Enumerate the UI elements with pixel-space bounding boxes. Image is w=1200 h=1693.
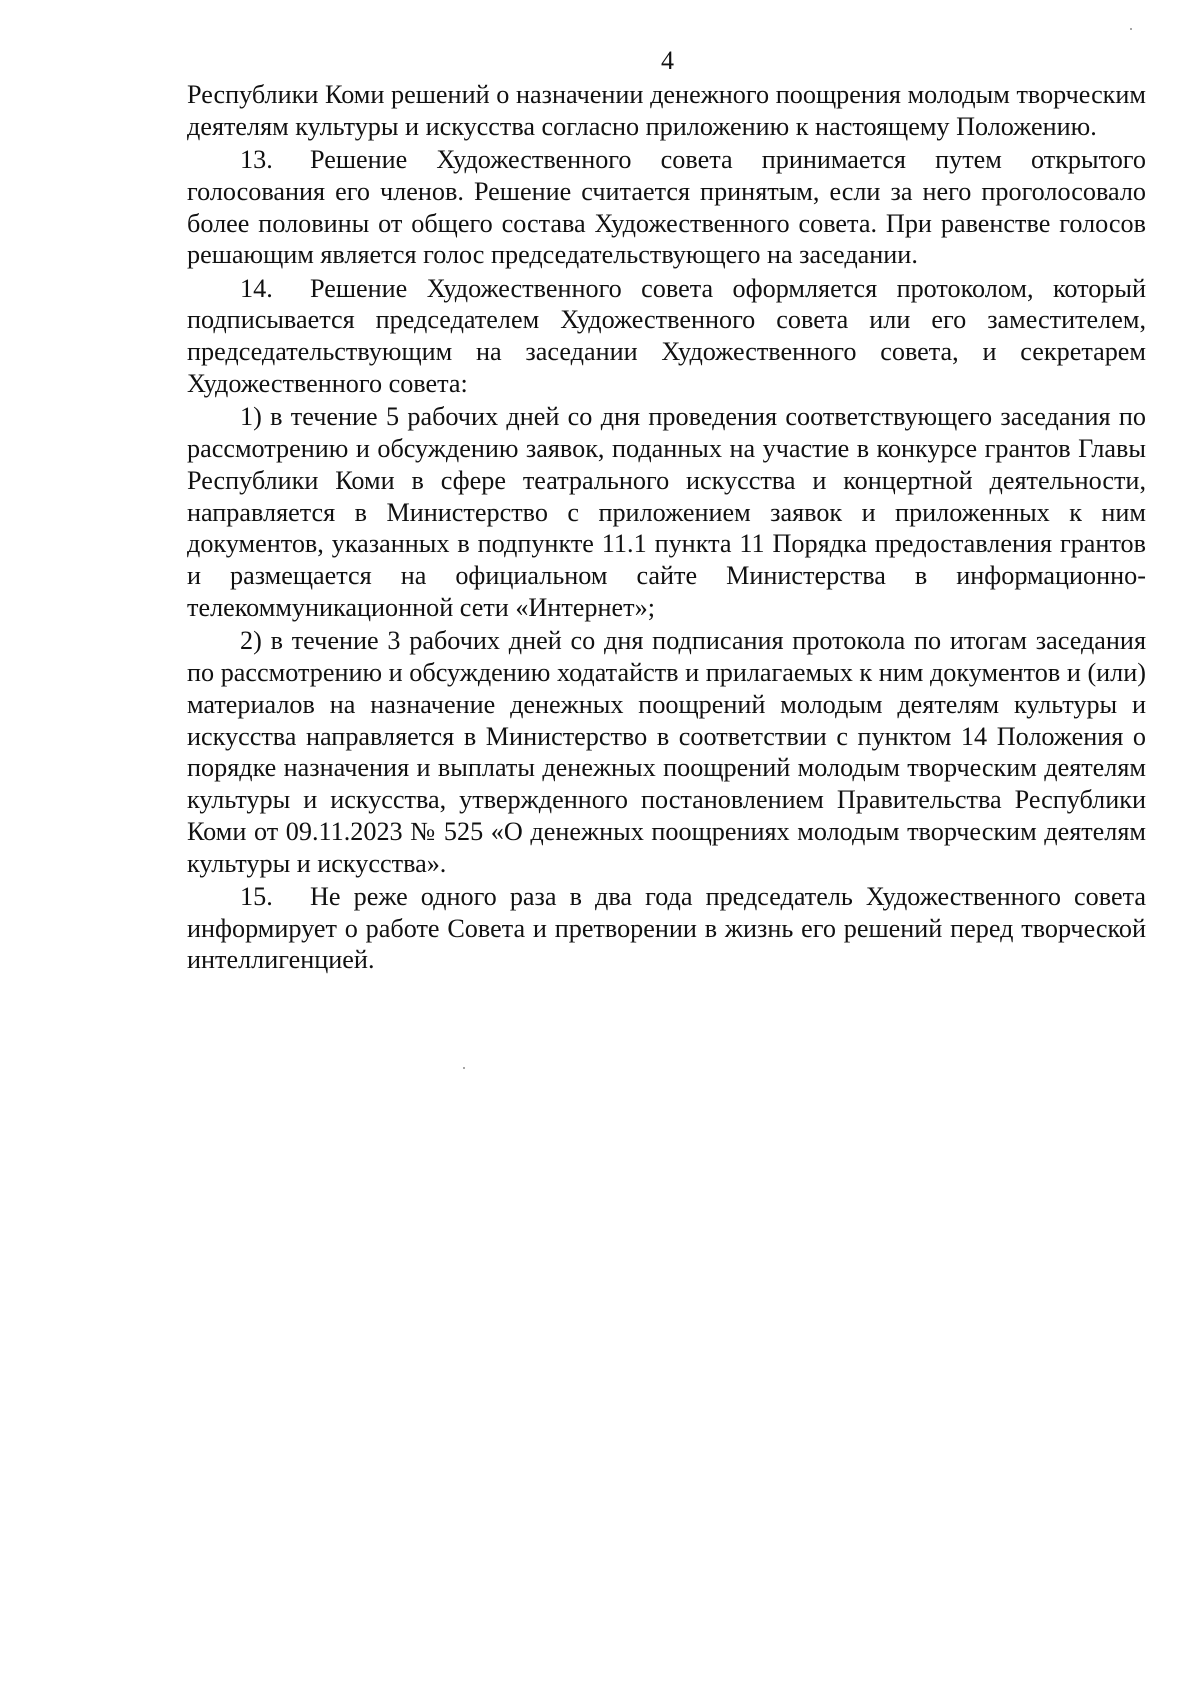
- paragraph-text: Решение Художественного совета оформляется протоколом, который подписывается председателем Художественного совета или его заместителем, председательствующим на заседании Художественного совета, и секретарем Художественного совета:: [187, 273, 1146, 398]
- subparagraph-1: [187, 401, 1146, 624]
- paragraph-text: 1) в течение 5 рабочих дней со дня проведения соответствующего заседания по рассмотрению и обсуждению заявок, поданных на участие в конкурсе грантов Главы Республики Коми в сфере театрального искусства и концертной деятельности, направляется в Министерство с приложением заявок и приложенных к ним документов, указанных в подпункте 11.1 пункта 11 Порядка предоставления грантов и размещается на официальном сайте Министерства в информационно-телекоммуникационной сети «Интернет»;: [187, 402, 1146, 622]
- document-body: [187, 79, 1146, 978]
- paragraph-continuation: [187, 79, 1146, 143]
- paragraph-text: Республики Коми решений о назначении денежного поощрения молодым творческим деятелям культуры и искусства согласно приложению к настоящему Положению.: [187, 80, 1146, 141]
- paragraph-number: 15.: [240, 881, 273, 911]
- paragraph-number: 14.: [240, 273, 273, 303]
- paragraph-text: Не реже одного раза в два года председатель Художественного совета информирует о работе Совета и претворении в жизнь его решений перед творческой интеллигенцией.: [187, 881, 1146, 975]
- paragraph-text: 2) в течение 3 рабочих дней со дня подписания протокола по итогам заседания по рассмотрению и обсуждению ходатайств и прилагаемых к ним документов и (или) материалов на назначение денежных поощрений молодым деятелям культуры и искусства направляется в Министерство в соответствии с пунктом 14 Положения о порядке назначения и выплаты денежных поощрений молодым творческим деятелям культуры и искусства, утвержденного постановлением Правительства Республики Коми от 09.11.2023 № 525 «О денежных поощрениях молодым творческим деятелям культуры и искусства».: [187, 626, 1146, 878]
- paragraph-15: [187, 881, 1146, 976]
- paragraph-14: [187, 273, 1146, 400]
- paragraph-13: [187, 144, 1146, 271]
- scan-speck: [1130, 28, 1132, 30]
- subparagraph-2: [187, 625, 1146, 879]
- paragraph-number: 13.: [240, 144, 273, 174]
- page-number: 4: [661, 46, 674, 75]
- paragraph-text: Решение Художественного совета принимается путем открытого голосования его членов. Решение считается принятым, если за него проголосовало более половины от общего состава Художественного совета. При равенстве голосов решающим является голос председательствующего на заседании.: [187, 144, 1146, 270]
- scan-speck: [463, 1067, 465, 1069]
